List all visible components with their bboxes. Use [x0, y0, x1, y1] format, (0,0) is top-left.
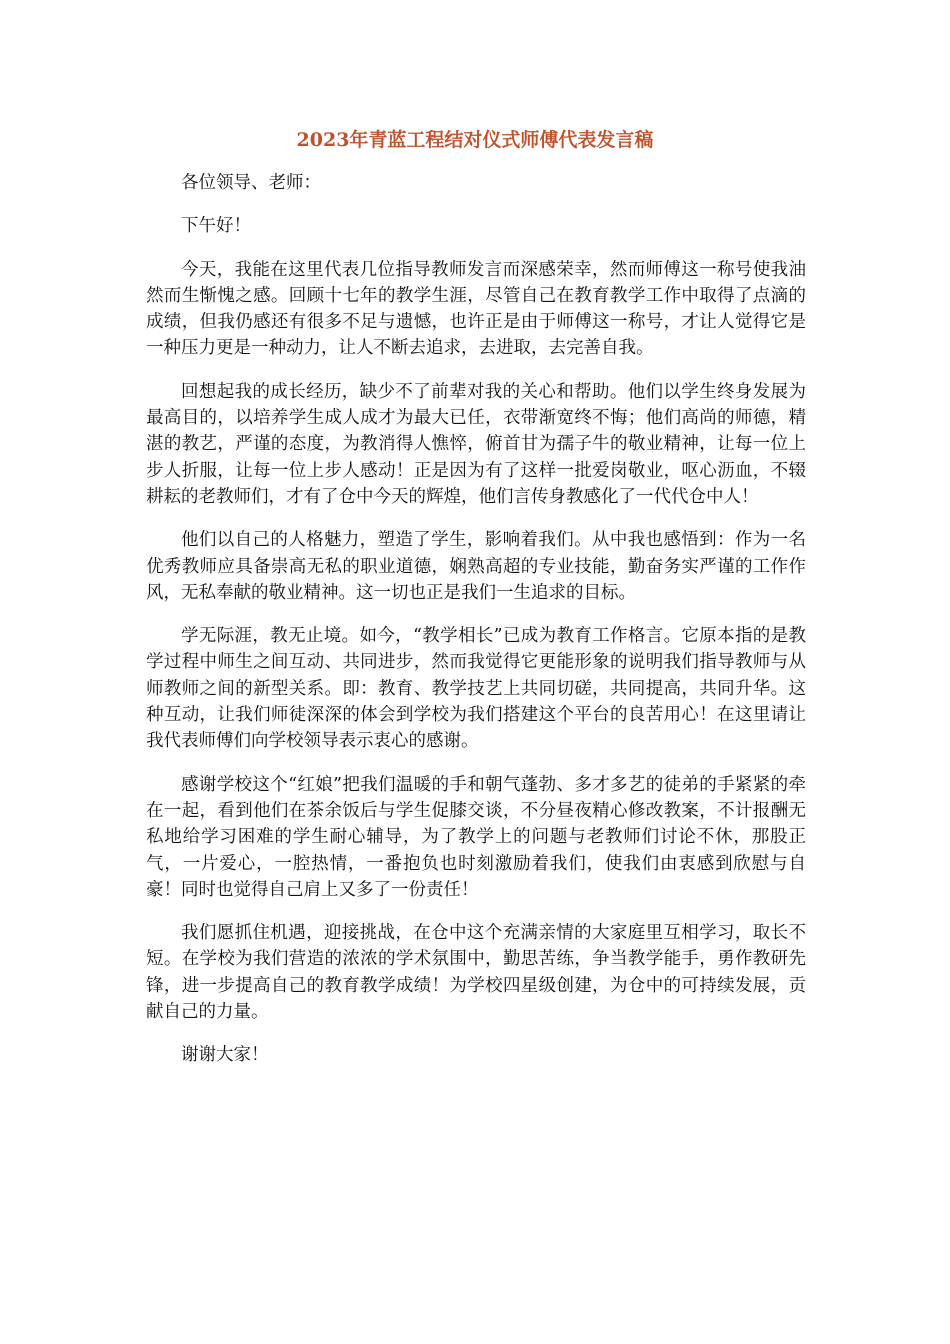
- paragraph: 他们以自己的人格魅力，塑造了学生，影响着我们。从中我也感悟到：作为一名优秀教师应具备崇高无私的职业道德，娴熟高超的专业技能，勤奋务实严谨的工作作风，无私奉献的敬业精神。这一切也正是我们一生追求的目标。: [146, 530, 806, 603]
- document-body: [146, 170, 806, 1086]
- paragraph: 我们愿抓住机遇，迎接挑战，在仓中这个充满亲情的大家庭里互相学习，取长不短。在学校为我们营造的浓浓的学术氛围中，勤思苦练，争当教学能手，勇作教研先锋，进一步提高自己的教育教学成绩！为学校四星级创建，为仓中的可持续发展，贡献自己的力量。: [146, 923, 806, 1023]
- paragraph: 今天，我能在这里代表几位指导教师发言而深感荣幸，然而师傅这一称号使我油然而生惭愧之感。回顾十七年的教学生涯，尽管自己在教育教学工作中取得了点滴的成绩，但我仍感还有很多不足与遗憾，也许正是由于师傅这一称号，才让人觉得它是一种压力更是一种动力，让人不断去追求，去进取，去完善自我。: [146, 259, 806, 359]
- closing: 谢谢大家！: [181, 1045, 269, 1066]
- paragraph: 感谢学校这个“红娘”把我们温暖的手和朝气蓬勃、多才多艺的徒弟的手紧紧的牵在一起，看到他们在茶余饭后与学生促膝交谈，不分昼夜精心修改教案，不计报酬无私地给学习困难的学生耐心辅导，为了教学上的问题与老教师们讨论不休，那股正气，一片爱心，一腔热情，一番抱负也时刻激励着我们，使我们由衷感到欣慰与自豪！同时也觉得自己肩上又多了一份责任！: [146, 774, 806, 900]
- salutation: 各位领导、老师：: [181, 173, 321, 193]
- paragraph: 学无际涯，教无止境。如今，“教学相长”已成为教育工作格言。它原本指的是教学过程中师生之间互动、共同进步，然而我觉得它更能形象的说明我们指导教师与从师教师之间的新型关系。即：教育、教学技艺上共同切磋，共同提高，共同升华。这种互动，让我们师徒深深的体会到学校为我们搭建这个平台的良苦用心！在这里请让我代表师傅们向学校领导表示衷心的感谢。: [146, 626, 806, 752]
- greeting: 下午好！: [181, 216, 251, 237]
- document-title: 2023年青蓝工程结对仪式师傅代表发言稿: [296, 129, 654, 151]
- paragraph: 回想起我的成长经历，缺少不了前辈对我的关心和帮助。他们以学生终身发展为最高目的，以培养学生成人成才为最大已任，衣带渐宽终不悔；他们高尚的师德，精湛的教艺，严谨的态度，为教消得人憔悴，俯首甘为孺子牛的敬业精神，让每一位上步人折服，让每一位上步人感动！正是因为有了这样一批爱岗敬业，呕心沥血，不辍耕耘的老教师们，才有了仓中今天的辉煌，他们言传身教感化了一代代仓中人！: [146, 381, 806, 507]
